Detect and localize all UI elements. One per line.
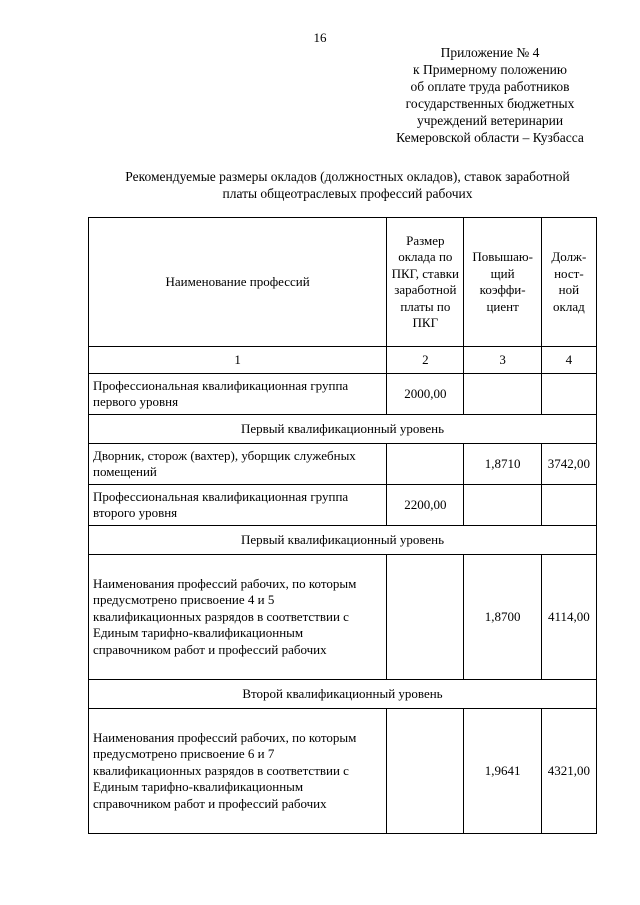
coefficient: 1,8710 bbox=[464, 444, 541, 485]
page-number: 16 bbox=[313, 30, 327, 45]
appendix-line: государственных бюджетных bbox=[405, 96, 575, 111]
coefficient: 1,8700 bbox=[464, 555, 541, 680]
column-number: 2 bbox=[387, 347, 464, 374]
document-title bbox=[90, 168, 605, 202]
base-salary bbox=[387, 709, 464, 834]
base-salary: 2000,00 bbox=[387, 374, 464, 415]
base-salary bbox=[387, 444, 464, 485]
position-salary: 4321,00 bbox=[541, 709, 596, 834]
coefficient bbox=[464, 485, 541, 526]
appendix-block bbox=[370, 44, 610, 146]
subheading-row bbox=[89, 415, 597, 444]
title-line: Рекомендуемые размеры окладов (должностных окладов), ставок заработной bbox=[125, 169, 570, 184]
title-line: платы общеотраслевых профессий рабочих bbox=[222, 186, 473, 201]
coefficient bbox=[464, 374, 541, 415]
base-salary: 2200,00 bbox=[387, 485, 464, 526]
appendix-line: Приложение № 4 bbox=[440, 45, 540, 60]
qualification-level: Второй квалификационный уровень bbox=[89, 680, 597, 709]
qualification-level: Первый квалификационный уровень bbox=[89, 526, 597, 555]
coefficient: 1,9641 bbox=[464, 709, 541, 834]
subheading-row bbox=[89, 680, 597, 709]
header-profession-name: Наименование профессий bbox=[89, 218, 387, 347]
profession-name: Наименования профессий рабочих, по которым предусмотрено присвоение 6 и 7 квалификационных разрядов в соответствии с Единым тарифно-квалификационным справочником работ и профессий рабочих bbox=[89, 709, 387, 834]
profession-name: Профессиональная квалификационная группа первого уровня bbox=[89, 374, 387, 415]
table-row bbox=[89, 485, 597, 526]
table-row bbox=[89, 444, 597, 485]
profession-name: Профессиональная квалификационная группа второго уровня bbox=[89, 485, 387, 526]
table-header-row bbox=[89, 218, 597, 347]
profession-name: Наименования профессий рабочих, по которым предусмотрено присвоение 4 и 5 квалификационных разрядов в соответствии с Единым тарифно-квалификационным справочником работ и профессий рабочих bbox=[89, 555, 387, 680]
table-row bbox=[89, 374, 597, 415]
appendix-line: учреждений ветеринарии bbox=[416, 113, 564, 128]
qualification-level: Первый квалификационный уровень bbox=[89, 415, 597, 444]
column-number: 4 bbox=[541, 347, 596, 374]
column-number: 1 bbox=[89, 347, 387, 374]
profession-name: Дворник, сторож (вахтер), уборщик служебных помещений bbox=[89, 444, 387, 485]
column-number-row bbox=[89, 347, 597, 374]
column-number: 3 bbox=[464, 347, 541, 374]
header-position-salary: Долж-ност-ной оклад bbox=[541, 218, 596, 347]
position-salary bbox=[541, 374, 596, 415]
table-row bbox=[89, 709, 597, 834]
position-salary: 4114,00 bbox=[541, 555, 596, 680]
appendix-line: об оплате труда работников bbox=[410, 79, 570, 94]
appendix-line: к Примерному положению bbox=[413, 62, 567, 77]
header-coefficient: Повышаю-щий коэффи-циент bbox=[464, 218, 541, 347]
table-row bbox=[89, 555, 597, 680]
salary-table bbox=[88, 217, 597, 834]
position-salary: 3742,00 bbox=[541, 444, 596, 485]
base-salary bbox=[387, 555, 464, 680]
subheading-row bbox=[89, 526, 597, 555]
appendix-line: Кемеровской области – Кузбасса bbox=[396, 130, 584, 145]
position-salary bbox=[541, 485, 596, 526]
header-base-salary: Размер оклада по ПКГ, ставки заработной платы по ПКГ bbox=[387, 218, 464, 347]
